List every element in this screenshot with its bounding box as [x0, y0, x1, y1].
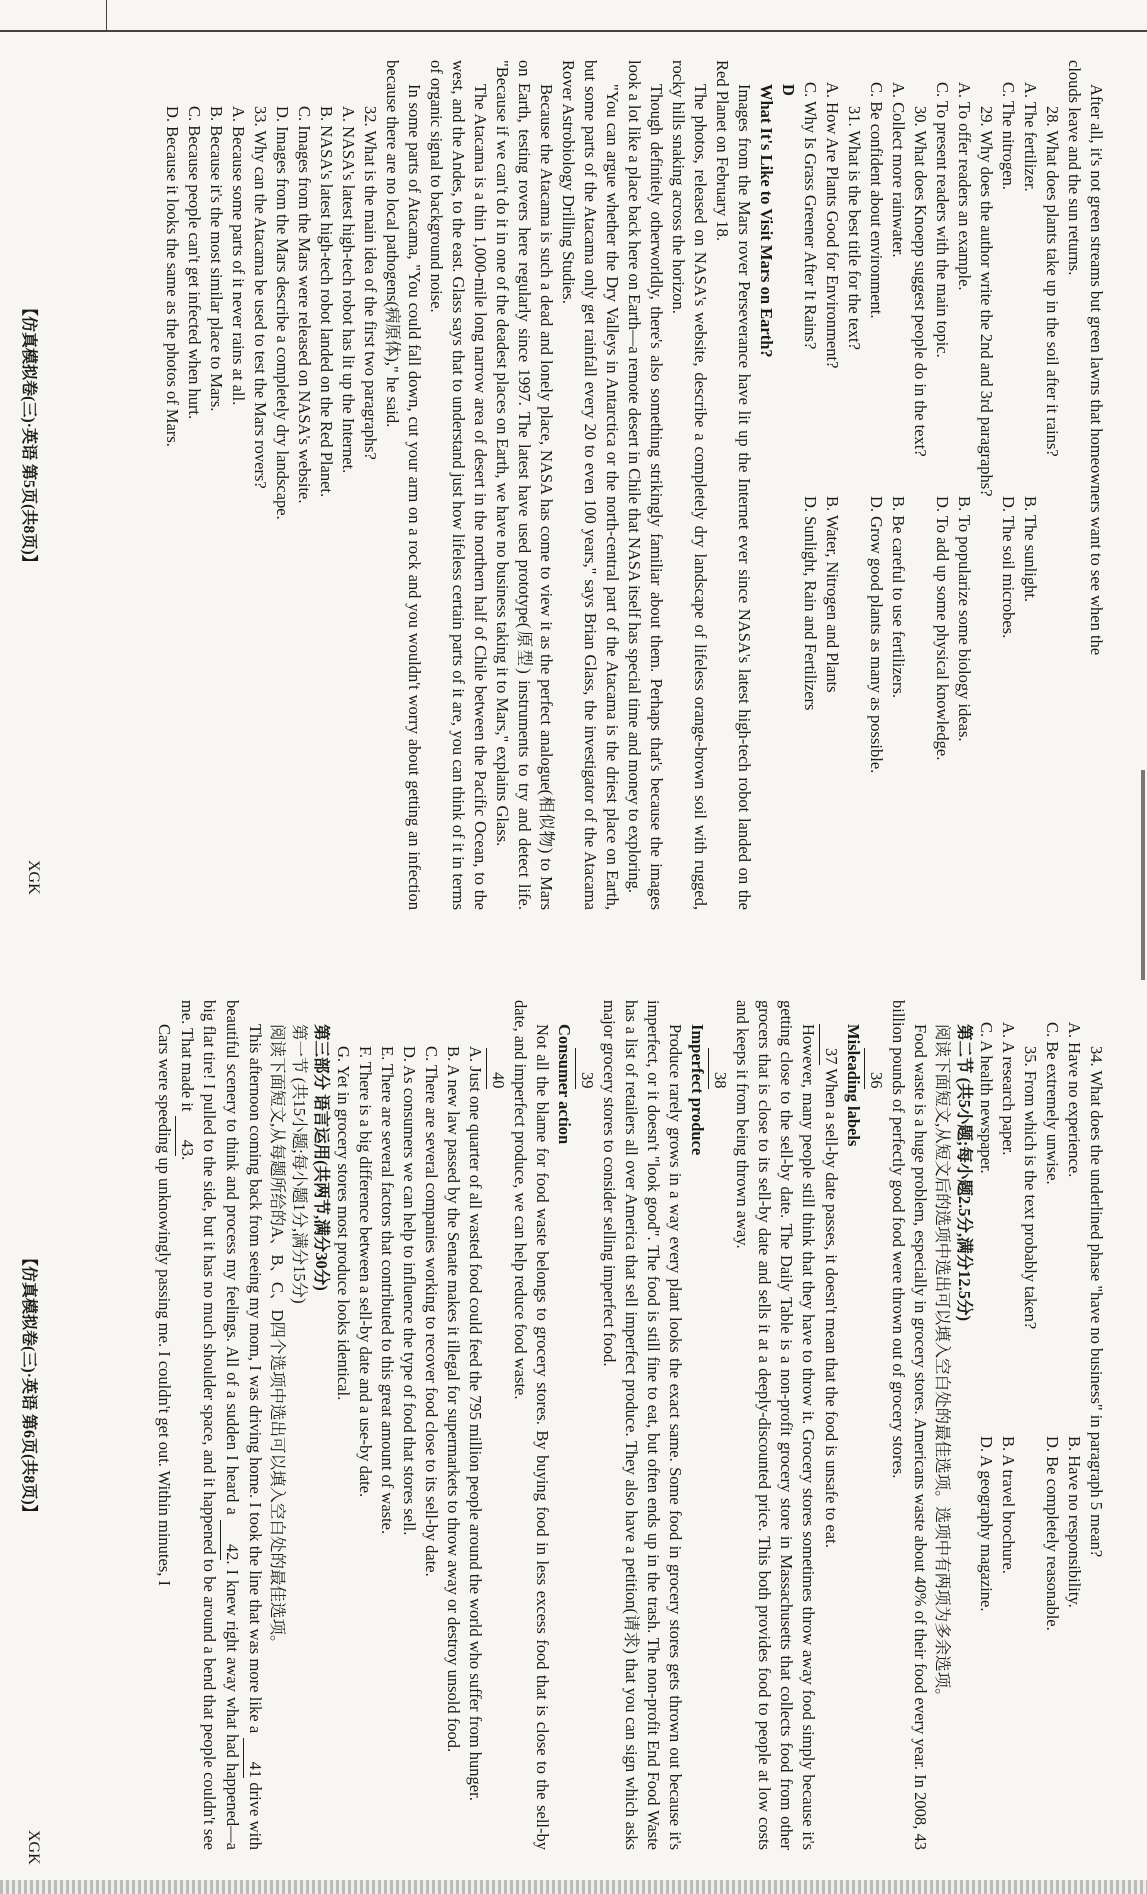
option: C. Images from the Mars were released on NASA's website. — [295, 106, 314, 504]
cloze-text: . — [178, 1156, 197, 1161]
option: C. Be confident about environment. — [867, 82, 886, 319]
option: B. NASA's latest high-tech robot landed on the Red Planet. — [317, 106, 336, 498]
question-34 — [1041, 1000, 1107, 1850]
option: D. Sunlight, Rain and Fertilizers — [801, 496, 820, 711]
option: C. To present readers with the main topic. — [933, 82, 952, 358]
option: A. Collect more rainwater. — [889, 82, 908, 258]
option: A. To offer readers an example. — [955, 82, 974, 291]
scan-noise-strip — [0, 1880, 1147, 1894]
choice-option: F. There is a big difference between a sell-by date and a use-by date. — [356, 1046, 375, 1498]
question-31 — [799, 60, 865, 910]
option: B. To popularize some biology ideas. — [955, 496, 974, 742]
option: C. A health newspaper. — [977, 1022, 996, 1174]
subheading: Consumer action — [555, 1024, 574, 1145]
blank-40[interactable]: 40 — [486, 1048, 509, 1089]
blank-42[interactable]: 42 — [220, 1520, 243, 1561]
question-33 — [161, 60, 271, 910]
paragraph: Though definitely otherworldly, there's also something strikingly familiar about them. Perhaps that's because the images look a lot like a place back here on Earth—a remote desert in Chile that NASA itself has special time and money to exploring. — [625, 60, 666, 910]
section-instructions: 阅读下面短文,从每题所给的A、B、C、D四个选项中选出可以填入空白处的最佳选项。 — [268, 1024, 287, 1652]
option: D. To add up some physical knowledge. — [933, 496, 952, 761]
question-stem: 33. Why can the Atacama be used to test the Mars rovers? — [251, 106, 270, 489]
paragraph: Images from the Mars rover Perseverance have lit up the Internet ever since NASA's latest high-tech robot landed on the Red Planet on February 18. — [713, 60, 754, 910]
paragraph: However, many people still think that they have to throw it. Grocery stores sometimes throw away food simply because it's getting close to the sell-by date. The Daily Table is a non-profit grocery store in Massachusetts that collects food from other grocers that is close to its sell-by date and sells it at a deeply-discounted price. This both provides food to people at low costs and keeps it from being thrown away. — [733, 1000, 818, 1850]
option: B. Because it's the most similar place to Mars. — [207, 106, 226, 412]
choice-option: A. Just one quarter of all wasted food could feed the 795 million people around the world who suffer from hunger. — [466, 1046, 485, 1801]
blank-43[interactable]: 43 — [175, 1116, 198, 1157]
choice-option: G. Yet in grocery stores most produce looks identical. — [334, 1046, 353, 1401]
left-column — [161, 60, 1107, 910]
blank-41[interactable]: 41 — [243, 1738, 266, 1779]
option: D. Be completely reasonable. — [1043, 1436, 1062, 1631]
option: A. A research paper. — [999, 1022, 1018, 1156]
cloze-text: . I knew right away what had happened—a big flat tire! I pulled to the side, but it has no much shoulder space, and it happened to be around a bend that people couldn't see me. That made it — [178, 1000, 242, 1850]
intro-line: clouds leave and the sun returns. — [1065, 60, 1084, 276]
option: A. How Are Plants Good for Environment? — [823, 82, 842, 369]
choice-option: B. A new law passed by the Senate makes it illegal for supermarkets to throw away or destroy unsold food. — [444, 1046, 463, 1753]
sentence: When a sell-by date passes, it doesn't mean that the food is unsafe to eat. — [822, 1068, 841, 1548]
passage-title: What It's Like to Visit Mars on Earth? — [757, 84, 776, 358]
option: A. The fertilizer. — [1021, 82, 1040, 192]
subheading: Imperfect produce — [688, 1024, 707, 1156]
page-footer: 【仿真模拟卷(三)·英语 第5页(共8页)】 — [20, 300, 37, 571]
paragraph: The photos, released on NASA's website, describe a completely dry landscape of lifeless orange-brown soil with rugged, rocky hills snaking across the horizon. — [669, 60, 710, 910]
paragraph: Because the Atacama is such a dead and lonely place, NASA has come to view it as the perfect analogue(相似物) to Mars on Earth, testing rovers here regularly since 1997. The latest have used prototype(原型) instruments to try and detect life. "Because if we can't do it in one of the deadest places on Earth, we have no business taking it to Mars," explains Glass. — [493, 60, 556, 910]
question-stem: 34. What does the underlined phase "have no business" in paragraph 5 mean? — [1087, 1046, 1106, 1558]
choice-option: C. There are several companies working to recover food close to its sell-by date. — [422, 1046, 441, 1577]
paragraph: The Atacama is a thin 1,000-mile long narrow area of desert in the northern half of Chile between the Pacific Ocean, to the west, and the Andes, to the east. Glass says that to understand just how lifeless certain parts of it are, you can think of it in terms of organic signal to background noise. — [427, 60, 490, 910]
section-heading: 第一节 (共15小题;每小题1分,满分15分) — [290, 1024, 309, 1304]
option: B. Be careful to use fertilizers. — [889, 496, 908, 699]
page-code: XGK — [25, 1830, 42, 1865]
question-stem: 31. What is the best title for the text? — [845, 106, 864, 350]
paragraph: In some parts of Atacama, "You could fall down, cut your arm on a rock and you wouldn't worry about getting an infection because there are no local pathogens(病原体)," he said. — [383, 60, 424, 910]
section-letter: D — [779, 84, 798, 96]
page-code: XGK — [25, 860, 42, 895]
intro-line: After all, it's not green streams but green lawns that homeowners want to see when the — [1087, 84, 1106, 656]
paragraph: Food waste is a huge problem, especially in grocery stores. Americans waste about 40% of their food every year. In 2008, 43 billion pounds of perfectly good food were thrown out of grocery stores. — [889, 1000, 930, 1850]
question-stem: 28. What does plants take up in the soil after it rains? — [1043, 106, 1062, 457]
section-heading: 第二节 (共5小题;每小题2.5分,满分12.5分) — [955, 1024, 974, 1321]
section-instructions: 阅读下面短文,从短文后的选项中选出可以填入空白处的最佳选项。选项中有两项为多余选项。 — [933, 1024, 952, 1705]
question-28 — [997, 60, 1063, 910]
choice-option: E. There are several factors that contributed to this great amount of waste. — [378, 1046, 397, 1535]
option: D. A geography magazine. — [977, 1436, 996, 1612]
option: C. Why Is Grass Greener After It Rains? — [801, 82, 820, 350]
question-stem: 29. Why does the author write the 2nd and 3rd paragraphs? — [977, 106, 996, 497]
option: D. Images from the Mars describe a completely dry landscape. — [273, 106, 292, 520]
option: C. Be extremely unwise. — [1043, 1022, 1062, 1185]
option: C. Because people can't get infected when hurt. — [185, 106, 204, 420]
option: B. A travel brochure. — [999, 1436, 1018, 1574]
blank-37[interactable]: 37 — [819, 1024, 842, 1065]
subheading: Misleading labels — [844, 1024, 863, 1147]
question-stem: 30. What does Knoepp suggest people do in the text? — [911, 106, 930, 457]
paragraph: Produce rarely grows in a way every plant looks the exact same. Some food in grocery stores gets thrown out because it's imperfect, or it doesn't "look good". The food is still fine to eat, but often ends up in the trash. The non-profit End Food Waste has a list of retailers all over America that sell imperfect produce. They also have a petition(请求) that you can sign which asks major grocery stores to consider selling imperfect food. — [600, 1000, 685, 1850]
question-stem: 32. What is the main idea of the first two paragraphs? — [361, 106, 380, 460]
paragraph: "You can argue whether the Dry Valleys in Antarctica or the north-central part of the Atacama is the driest place on Earth, but some parts of the Atacama only get rainfall every 20 to even 100 years," says Brian Glass, the investigator of the Atacama Rover Astrobiology Drilling Studies. — [559, 60, 622, 910]
question-30 — [865, 60, 931, 910]
choice-option: D. As consumers we can help to influence the type of food that stores sell. — [400, 1046, 419, 1536]
question-35 — [975, 1000, 1041, 1850]
option: B. The sunlight. — [1021, 496, 1040, 603]
option: B. Have no responsibility. — [1065, 1436, 1084, 1608]
blank-36[interactable]: 36 — [864, 1048, 887, 1089]
part-heading: 第三部分 语言运用(共两节,满分30分) — [312, 1024, 331, 1291]
blank-38[interactable]: 38 — [708, 1048, 731, 1089]
option: B. Water, Nitrogen and Plants — [823, 496, 842, 693]
page-footer: 【仿真模拟卷(三)·英语 第6页(共8页)】 — [20, 1250, 37, 1521]
option: D. Grow good plants as many as possible. — [867, 496, 886, 774]
option: D. The soil microbes. — [999, 496, 1018, 639]
option: D. Because it looks the same as the photos of Mars. — [163, 106, 182, 447]
cloze-paragraph: Cars were speeding up unknowingly passing me. I couldn't get out. Within minutes, I — [155, 1024, 174, 1587]
question-32 — [271, 60, 381, 910]
right-column — [153, 1000, 1107, 1850]
option: A. NASA's latest high-tech robot has lit up the Internet. — [339, 106, 358, 474]
option: C. The nitrogen. — [999, 82, 1018, 190]
cloze-text: drive with beautiful scenery to think and process my feelings. All of a sudden I heard a — [223, 1000, 265, 1851]
option: A. Have no experience. — [1065, 1022, 1084, 1178]
question-29 — [931, 60, 997, 910]
question-stem: 35. From which is the text probably taken? — [1021, 1046, 1040, 1330]
cloze-paragraph — [175, 1000, 266, 1850]
option: A. Because some parts of it never rains at all. — [229, 106, 248, 406]
cloze-text: This afternoon coming back from seeing my mom, I was driving home. I took the line that was more like a — [246, 1024, 265, 1734]
blank-39[interactable]: 39 — [575, 1048, 598, 1089]
paragraph: Not all the blame for food waste belongs to grocery stores. By buying food in less excess food that is close to the sell-by date, and imperfect produce, we can help reduce food waste. — [511, 1000, 552, 1850]
